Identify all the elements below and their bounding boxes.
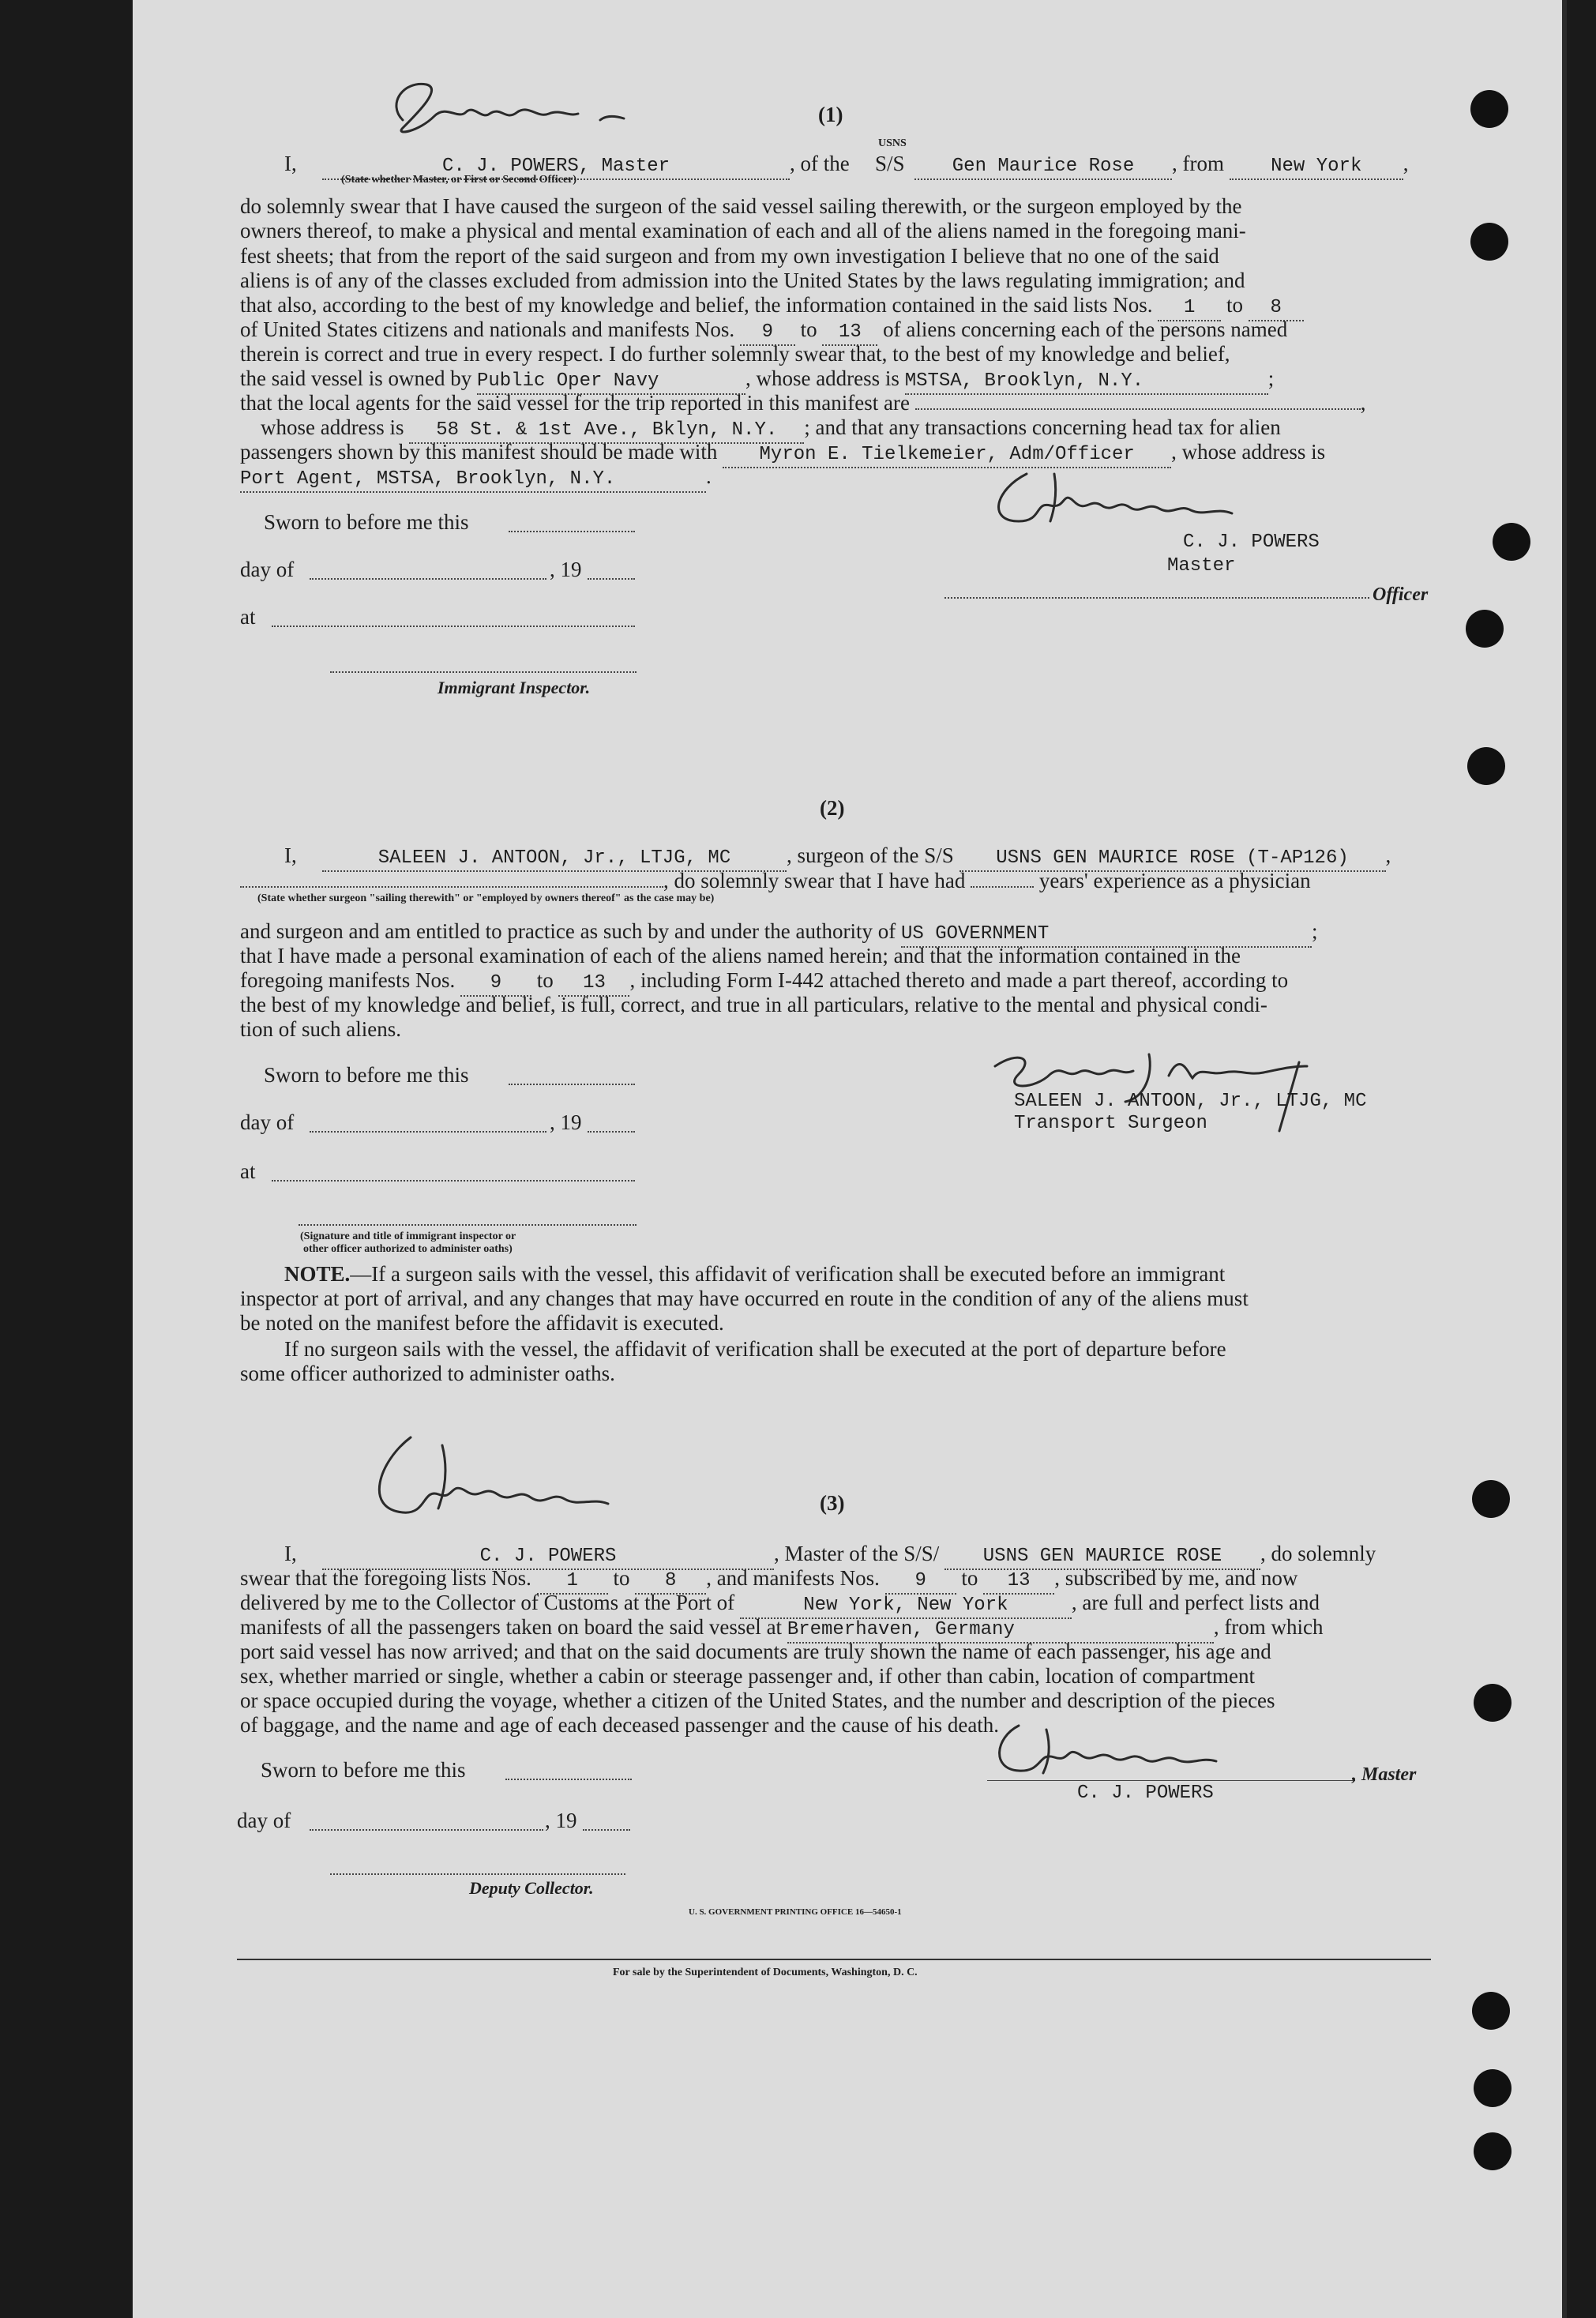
section2-i-label: I, bbox=[284, 843, 297, 867]
text: , subscribed by me, and now bbox=[1054, 1566, 1298, 1590]
sworn-label: Sworn to before me this bbox=[264, 1063, 469, 1087]
sworn-label: Sworn to before me this bbox=[264, 510, 469, 534]
lists-from-field[interactable]: 1 bbox=[1158, 296, 1221, 321]
footer-rule bbox=[237, 1959, 1431, 1960]
text: whose address is bbox=[261, 415, 404, 439]
section1-typed-name: C. J. POWERS bbox=[1183, 532, 1320, 553]
s3-master-name-field[interactable]: C. J. POWERS bbox=[322, 1545, 774, 1570]
note-label: NOTE. bbox=[284, 1262, 351, 1286]
usns-label: USNS bbox=[878, 137, 907, 149]
collector-signature-line[interactable] bbox=[330, 1873, 625, 1875]
text: , do solemnly bbox=[1260, 1542, 1376, 1565]
note-line bbox=[284, 1262, 1225, 1286]
section1-paragraph bbox=[240, 194, 1434, 293]
sig-note: other officer authorized to administer oaths) bbox=[303, 1243, 513, 1255]
punch-hole bbox=[1474, 1684, 1512, 1722]
owned-by-field[interactable]: Public Oper Navy bbox=[477, 370, 745, 395]
punch-hole bbox=[1474, 2069, 1512, 2107]
section2-number: (2) bbox=[820, 796, 845, 820]
owned-line: the said vessel is owned by Public Oper Navy , whose address is MSTSA, Brooklyn, N.Y. ; bbox=[240, 366, 1274, 395]
manifests-from-field[interactable]: 9 bbox=[740, 321, 795, 346]
note-line: be noted on the manifest before the affidavit is executed. bbox=[240, 1311, 724, 1335]
text: , whose address is bbox=[745, 366, 899, 390]
text: foregoing manifests Nos. bbox=[240, 968, 456, 992]
s3-lists-from-field[interactable]: 1 bbox=[537, 1569, 608, 1595]
note-line: inspector at port of arrival, and any changes that may have occurred en route in the condition of any of the aliens must bbox=[240, 1287, 1249, 1310]
authority-line: and surgeon and am entitled to practice as such by and under the authority of US GOVERNMENT ; bbox=[240, 919, 1318, 948]
s2-manifests-from-field[interactable]: 9 bbox=[460, 971, 531, 997]
text: , Master of the bbox=[774, 1542, 899, 1565]
agents-line: that the local agents for the said vessel for the trip reported in this manifest are , bbox=[240, 391, 1366, 415]
experience-line bbox=[240, 869, 1311, 892]
at-label: at bbox=[240, 1159, 256, 1183]
agents-field[interactable] bbox=[915, 408, 1361, 410]
para-line: or space occupied during the voyage, whether a citizen of the United States, and the number and description of the pieces bbox=[240, 1689, 1275, 1712]
ss-label: S/S bbox=[875, 152, 905, 175]
text: swear that the foregoing lists Nos. bbox=[240, 1566, 531, 1590]
inspector-signature-line[interactable] bbox=[330, 671, 637, 673]
at-field[interactable] bbox=[272, 626, 635, 627]
signature-powers-master bbox=[979, 458, 1327, 537]
text: that the local agents for the said vessel for the trip reported in this manifest are bbox=[240, 391, 910, 415]
officer-label: Officer bbox=[1373, 584, 1429, 605]
head-tax-contact-field[interactable]: Myron E. Tielkemeier, Adm/Officer bbox=[723, 443, 1171, 468]
signature-powers-master-3 bbox=[987, 1714, 1335, 1785]
sig-note: (Signature and title of immigrant inspector or bbox=[300, 1230, 516, 1242]
text: passengers shown by this manifest should be made with bbox=[240, 440, 718, 464]
year-field[interactable] bbox=[588, 578, 635, 580]
para-line: the best of my knowledge and belief, is full, correct, and true in all particulars, relative to the mental and physical condi- bbox=[240, 993, 1267, 1016]
surgeon-vessel-field[interactable]: USNS GEN MAURICE ROSE (T-AP126) bbox=[959, 847, 1386, 872]
text: , surgeon of the bbox=[787, 843, 919, 867]
section3-typed-name: C. J. POWERS bbox=[1077, 1783, 1214, 1804]
signature-powers-3 bbox=[355, 1422, 703, 1540]
punch-hole bbox=[1470, 223, 1508, 261]
year-label: , 19 bbox=[550, 1110, 582, 1134]
text: , are full and perfect lists and bbox=[1071, 1591, 1320, 1614]
year-field[interactable] bbox=[583, 1829, 630, 1831]
day-of-label: day of bbox=[237, 1809, 291, 1832]
section1-i-label: I, bbox=[284, 152, 297, 175]
from-label: , from bbox=[1172, 152, 1224, 175]
section3-number: (3) bbox=[820, 1491, 845, 1515]
note2-line: If no surgeon sails with the vessel, the affidavit of verification shall be executed at the port of departure before bbox=[284, 1337, 1226, 1361]
to-label: to bbox=[800, 317, 817, 341]
to-label: to bbox=[961, 1566, 978, 1590]
from-port-field[interactable]: New York bbox=[1230, 155, 1403, 180]
punch-hole bbox=[1470, 90, 1508, 128]
sale-note: For sale by the Superintendent of Documents, Washington, D. C. bbox=[613, 1967, 918, 1978]
para-line: aliens is of any of the classes excluded from admission into the United States by the laws regulating immigration; and bbox=[240, 268, 1245, 292]
of-the-label: , of the bbox=[790, 152, 850, 175]
para-line: fest sheets; that from the report of the said surgeon and from my own investigation I believe that no one of the said bbox=[240, 243, 1219, 268]
para-line: do solemnly swear that I have caused the surgeon of the said vessel sailing therewith, or the surgeon employed by the bbox=[240, 194, 1242, 218]
officer-line[interactable] bbox=[944, 597, 1369, 599]
text: , whose address is bbox=[1171, 440, 1326, 464]
signature-line[interactable] bbox=[299, 1224, 637, 1226]
text: ; and that any transactions concerning head tax for alien bbox=[804, 415, 1281, 439]
s3-manifests-from-field[interactable]: 9 bbox=[885, 1569, 956, 1595]
manifests-to-field[interactable]: 13 bbox=[822, 321, 877, 346]
page-edge bbox=[1562, 0, 1567, 2318]
surgeon-status-field[interactable] bbox=[240, 886, 663, 888]
printing-office-note: U. S. GOVERNMENT PRINTING OFFICE 16—54650-1 bbox=[689, 1907, 902, 1917]
day-of-label: day of bbox=[240, 1110, 295, 1134]
deputy-collector-label: Deputy Collector. bbox=[469, 1878, 594, 1898]
para-line: that I have made a personal examination of each of the aliens named herein; and that the information contained in the bbox=[240, 944, 1241, 967]
text: of aliens concerning each of the persons named bbox=[883, 317, 1288, 341]
para-line: that also, according to the best of my knowledge and belief, the information contained in the said lists Nos. bbox=[240, 293, 1153, 317]
para-line: tion of such aliens. bbox=[240, 1017, 401, 1041]
day-of-label: day of bbox=[240, 558, 295, 581]
section3-i-label: I, bbox=[284, 1542, 297, 1565]
punch-hole bbox=[1472, 1992, 1510, 2030]
at-label: at bbox=[240, 605, 256, 629]
agent-address-field[interactable]: 58 St. & 1st Ave., Bklyn, N.Y. bbox=[409, 419, 804, 444]
note-surgeon: (State whether surgeon "sailing therewith" or "employed by owners thereof" as the case may be) bbox=[257, 892, 715, 904]
s3-vessel-field[interactable]: USNS GEN MAURICE ROSE bbox=[944, 1545, 1260, 1570]
para-line: port said vessel has now arrived; and that on the said documents are truly shown the name of each passenger, his age and bbox=[240, 1640, 1271, 1663]
section1-number: (1) bbox=[818, 103, 843, 126]
para-line: of baggage, and the name and age of each deceased passenger and the cause of his death. bbox=[240, 1713, 1000, 1737]
vessel-name-field[interactable]: Gen Maurice Rose bbox=[914, 155, 1172, 180]
section2-typed-name: SALEEN J. ANTOON, Jr., LTJG, MC bbox=[1014, 1091, 1367, 1112]
years-field[interactable] bbox=[971, 886, 1034, 888]
text: —If a surgeon sails with the vessel, this affidavit of verification shall be executed before an immigrant bbox=[350, 1262, 1226, 1286]
text: the said vessel is owned by bbox=[240, 366, 472, 390]
s3-port-field[interactable]: New York, New York bbox=[740, 1594, 1072, 1619]
section2-typed-title: Transport Surgeon bbox=[1014, 1113, 1207, 1134]
owner-address-field[interactable]: MSTSA, Brooklyn, N.Y. bbox=[905, 370, 1268, 395]
punch-hole bbox=[1474, 2132, 1512, 2170]
surgeon-name-field[interactable]: SALEEN J. ANTOON, Jr., LTJG, MC bbox=[322, 847, 787, 872]
text: delivered by me to the Collector of Customs at the Port of bbox=[240, 1591, 735, 1614]
s2-manifests-to-field[interactable]: 13 bbox=[558, 971, 629, 997]
contact-address-line: Port Agent, MSTSA, Brooklyn, N.Y. . bbox=[240, 464, 712, 493]
text: and surgeon and am entitled to practice as such by and under the authority of bbox=[240, 919, 896, 943]
s3-lists-to-field[interactable]: 8 bbox=[635, 1569, 706, 1595]
ss-label: S/S bbox=[924, 843, 954, 867]
year-label: , 19 bbox=[545, 1809, 577, 1832]
note2-line: some officer authorized to administer oaths. bbox=[240, 1362, 615, 1385]
para-line: sex, whether married or single, whether a cabin or steerage passenger and, if other than cabin, location of compartment bbox=[240, 1664, 1256, 1688]
to-label: to bbox=[613, 1566, 630, 1590]
day-of-field[interactable] bbox=[310, 1829, 543, 1831]
to-label: to bbox=[536, 968, 554, 992]
text: , from which bbox=[1213, 1615, 1324, 1639]
s3-departure-port-field[interactable]: Bremerhaven, Germany bbox=[787, 1618, 1214, 1644]
para-line: owners thereof, to make a physical and mental examination of each and all of the aliens named in the foregoing mani- bbox=[240, 219, 1246, 243]
year-label: , 19 bbox=[550, 558, 582, 581]
section1-typed-title: Master bbox=[1167, 555, 1236, 577]
master-name-field[interactable]: C. J. POWERS, Master bbox=[322, 155, 790, 180]
sworn-day-field[interactable] bbox=[509, 531, 635, 532]
authority-field[interactable]: US GOVERNMENT bbox=[901, 922, 1312, 948]
sworn-label: Sworn to before me this bbox=[261, 1758, 466, 1782]
master-label: , Master bbox=[1352, 1764, 1417, 1785]
sworn-day-field[interactable] bbox=[509, 1084, 635, 1085]
at-field[interactable] bbox=[272, 1180, 635, 1182]
text: of United States citizens and nationals and manifests Nos. bbox=[240, 317, 735, 341]
immigrant-inspector-label: Immigrant Inspector. bbox=[437, 678, 591, 697]
year-field[interactable] bbox=[588, 1131, 635, 1133]
to-label: to bbox=[1226, 293, 1243, 317]
text: , including Form I-442 attached thereto and made a part thereof, according to bbox=[629, 968, 1289, 992]
text: manifests of all the passengers taken on board the said vessel at bbox=[240, 1615, 783, 1639]
punch-hole bbox=[1493, 523, 1530, 561]
signature-powers bbox=[371, 73, 703, 144]
ss-label: S/S/ bbox=[903, 1542, 940, 1565]
surgeon-line: SALEEN J. ANTOON, Jr., LTJG, MC , surgeon of the S/S USNS GEN MAURICE ROSE (T-AP126) , bbox=[322, 843, 1391, 872]
note-master: (State whether Master, or First or Second Officer) bbox=[341, 174, 577, 186]
lists-to-field[interactable]: 8 bbox=[1249, 296, 1304, 321]
day-of-field[interactable] bbox=[310, 578, 546, 580]
text: , and manifests Nos. bbox=[706, 1566, 880, 1590]
sworn-day-field[interactable] bbox=[505, 1779, 632, 1780]
punch-hole bbox=[1472, 1480, 1510, 1518]
day-of-field[interactable] bbox=[310, 1131, 546, 1133]
s3-manifests-to-field[interactable]: 13 bbox=[983, 1569, 1054, 1595]
punch-hole bbox=[1467, 747, 1505, 785]
punch-hole bbox=[1466, 610, 1504, 648]
vessel-row: Gen Maurice Rose , from New York , bbox=[914, 152, 1408, 180]
text: years' experience as a physician bbox=[1038, 869, 1311, 892]
text: , do solemnly swear that I have had bbox=[663, 869, 966, 892]
master-signature-line[interactable] bbox=[987, 1780, 1355, 1781]
para-line: therein is correct and true in every respect. I do further solemnly swear that, to the best of my knowledge and belief, bbox=[240, 342, 1230, 366]
contact-address-field[interactable]: Port Agent, MSTSA, Brooklyn, N.Y. bbox=[240, 468, 706, 493]
